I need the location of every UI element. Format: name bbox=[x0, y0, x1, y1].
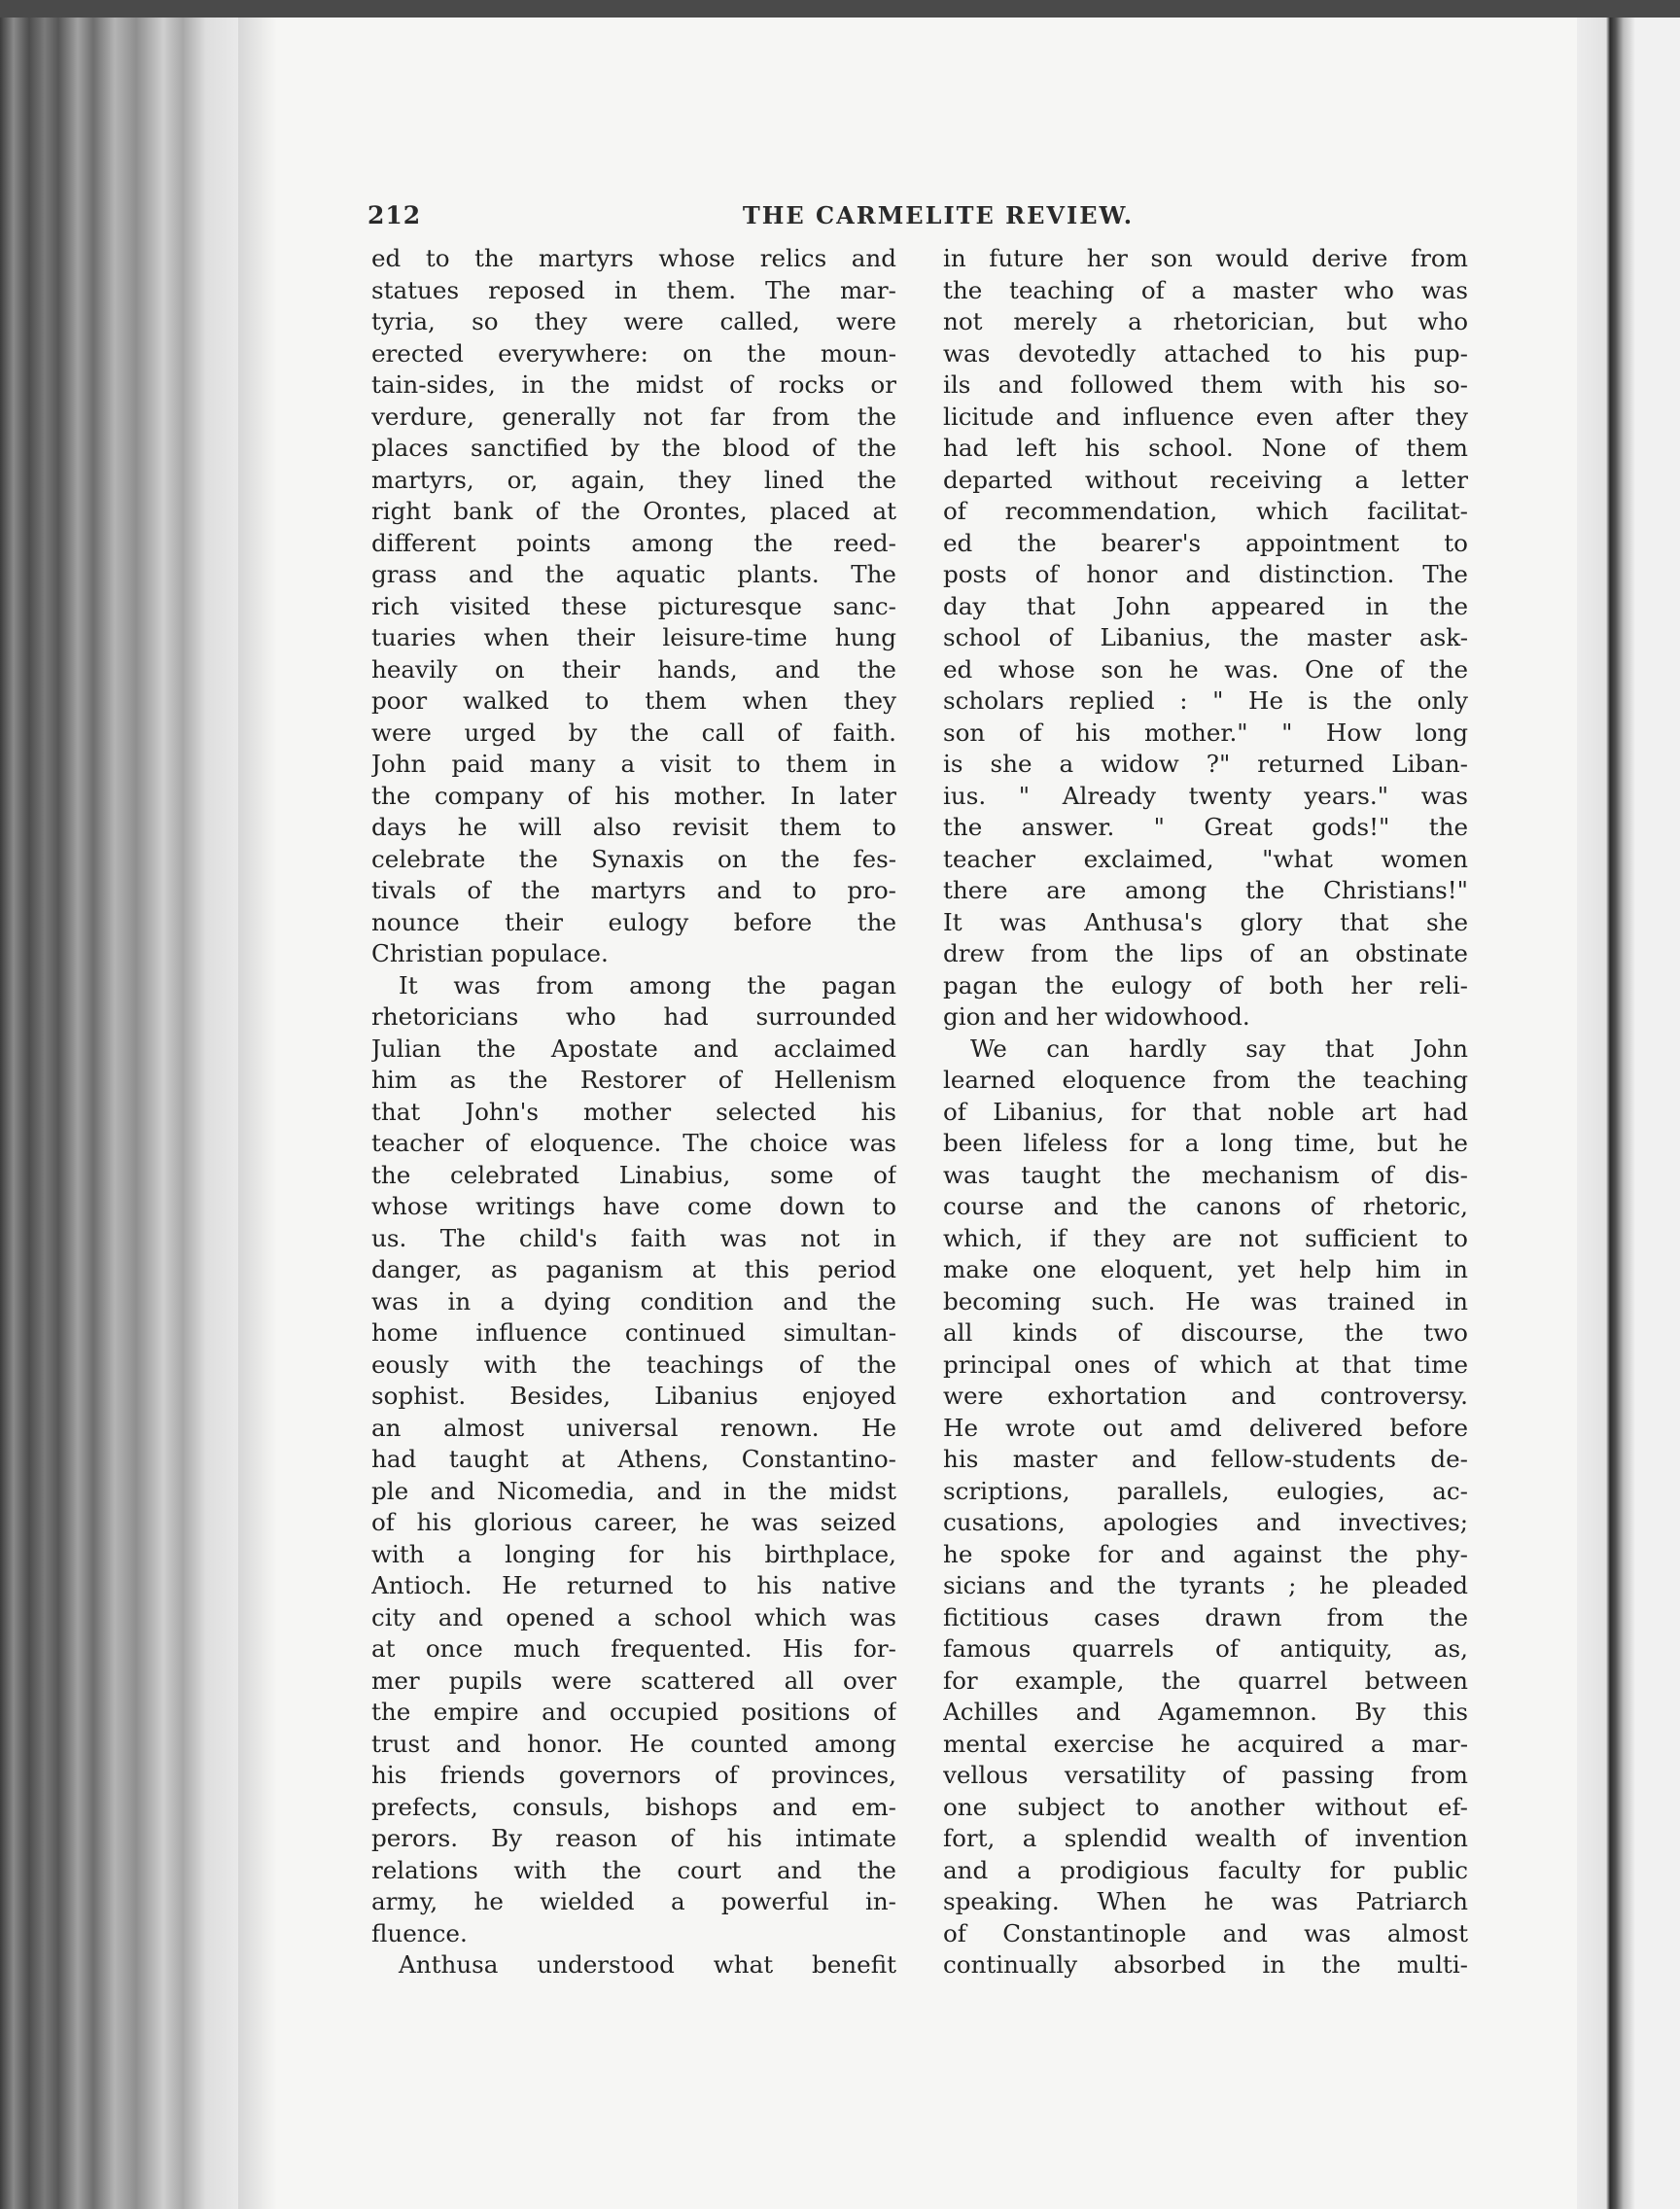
text-line: heavily on their hands, and the bbox=[371, 654, 896, 684]
text-line: had left his school. None of them bbox=[943, 434, 1468, 462]
text-line: ple and Nicomedia, and in the midst bbox=[371, 1476, 896, 1505]
text-line: ed the bearer's appointment to bbox=[943, 528, 1468, 557]
text-line: drew from the lips of an obstinate bbox=[943, 939, 1468, 967]
text-line: son of his mother." " How long bbox=[943, 718, 1468, 747]
text-line: ils and followed them with his so- bbox=[943, 370, 1468, 399]
text-line: was taught the mechanism of dis- bbox=[943, 1160, 1468, 1189]
journal-title: THE CARMELITE REVIEW. bbox=[742, 201, 1135, 229]
text-line: for example, the quarrel between bbox=[943, 1666, 1468, 1695]
text-line: He wrote out amd delivered before bbox=[943, 1413, 1468, 1442]
text-line: gion and her widowhood. bbox=[943, 1002, 1250, 1031]
text-line: prefects, consuls, bishops and em- bbox=[371, 1792, 896, 1821]
text-line: were exhortation and controversy. bbox=[943, 1382, 1468, 1410]
scanner-border bbox=[0, 0, 1680, 18]
text-line: days he will also revisit them to bbox=[371, 813, 896, 841]
text-line: army, he wielded a powerful in- bbox=[371, 1887, 896, 1915]
running-head bbox=[360, 190, 1478, 238]
text-line: famous quarrels of antiquity, as, bbox=[943, 1634, 1468, 1663]
text-line: celebrate the Synaxis on the fes- bbox=[371, 844, 896, 873]
text-line: school of Libanius, the master ask- bbox=[943, 623, 1468, 651]
text-line: places sanctified by the blood of the bbox=[371, 434, 896, 462]
book-page-edges bbox=[0, 18, 238, 2209]
text-line: eously with the teachings of the bbox=[371, 1350, 896, 1379]
text-line: not merely a rhetorician, but who bbox=[943, 307, 1468, 335]
text-line: tain-sides, in the midst of rocks or bbox=[371, 370, 896, 399]
text-line: We can hardly say that John bbox=[970, 1034, 1468, 1063]
text-line: pagan the eulogy of both her reli- bbox=[943, 970, 1468, 999]
text-line: there are among the Christians!" bbox=[943, 876, 1468, 904]
text-line: right bank of the Orontes, placed at bbox=[371, 497, 896, 525]
text-line: the answer. " Great gods!" the bbox=[943, 813, 1468, 841]
text-line: tyria, so they were called, were bbox=[371, 307, 896, 335]
text-line: make one eloquent, yet help him in bbox=[943, 1255, 1468, 1283]
text-line: sicians and the tyrants ; he pleaded bbox=[943, 1571, 1468, 1599]
text-line: course and the canons of rhetoric, bbox=[943, 1192, 1468, 1220]
text-line: posts of honor and distinction. The bbox=[943, 560, 1468, 588]
text-line: speaking. When he was Patriarch bbox=[943, 1887, 1468, 1915]
text-line: of his glorious career, he was seized bbox=[371, 1508, 896, 1536]
text-line: which, if they are not sufficient to bbox=[943, 1223, 1468, 1252]
text-line: grass and the aquatic plants. The bbox=[371, 560, 896, 588]
text-line: ed whose son he was. One of the bbox=[943, 654, 1468, 684]
text-line: Julian the Apostate and acclaimed bbox=[371, 1034, 896, 1063]
text-line: had taught at Athens, Constantino- bbox=[371, 1445, 896, 1473]
text-line: martyrs, or, again, they lined the bbox=[371, 465, 896, 494]
text-line: he spoke for and against the phy- bbox=[943, 1539, 1468, 1568]
text-line: licitude and influence even after they bbox=[943, 402, 1468, 431]
gutter-shadow bbox=[238, 18, 277, 2209]
text-line: erected everywhere: on the moun- bbox=[371, 338, 896, 368]
text-line: rhetoricians who had surrounded bbox=[371, 1002, 896, 1031]
text-line: teacher of eloquence. The choice was bbox=[371, 1129, 896, 1157]
text-line: whose writings have come down to bbox=[371, 1192, 896, 1220]
text-line: and a prodigious faculty for public bbox=[943, 1855, 1468, 1884]
text-line: home influence continued simultan- bbox=[371, 1318, 896, 1347]
text-line: fort, a splendid wealth of invention bbox=[943, 1824, 1468, 1852]
text-line: scholars replied : " He is the only bbox=[943, 686, 1468, 715]
text-line: was in a dying condition and the bbox=[371, 1286, 896, 1315]
text-line: tuaries when their leisure-time hung bbox=[371, 623, 896, 651]
text-line: scriptions, parallels, eulogies, ac- bbox=[943, 1476, 1468, 1505]
text-line: of Constantinople and was almost bbox=[943, 1918, 1468, 1947]
text-line: him as the Restorer of Hellenism bbox=[371, 1066, 896, 1094]
text-line: verdure, generally not far from the bbox=[371, 402, 896, 431]
text-line: the teaching of a master who was bbox=[943, 275, 1468, 304]
text-line: city and opened a school which was bbox=[371, 1602, 896, 1631]
text-line: danger, as paganism at this period bbox=[371, 1255, 896, 1283]
left-text-column bbox=[371, 243, 896, 1981]
text-line: one subject to another without ef- bbox=[943, 1792, 1468, 1821]
text-line: is she a widow ?" returned Liban- bbox=[943, 750, 1468, 778]
page-number: 212 bbox=[368, 201, 422, 229]
text-line: us. The child's faith was not in bbox=[371, 1223, 896, 1252]
text-line: the empire and occupied positions of bbox=[371, 1698, 896, 1726]
text-line: an almost universal renown. He bbox=[371, 1413, 896, 1442]
text-line: his friends governors of provinces, bbox=[371, 1761, 896, 1789]
text-line: continually absorbed in the multi- bbox=[943, 1950, 1468, 1979]
text-line: Anthusa understood what benefit bbox=[399, 1950, 896, 1979]
text-line: principal ones of which at that time bbox=[943, 1350, 1468, 1379]
text-line: mer pupils were scattered all over bbox=[371, 1666, 896, 1695]
text-line: It was from among the pagan bbox=[399, 970, 896, 999]
text-line: becoming such. He was trained in bbox=[943, 1286, 1468, 1315]
text-line: in future her son would derive from bbox=[943, 244, 1468, 272]
text-line: John paid many a visit to them in bbox=[371, 750, 896, 778]
text-line: the celebrated Linabius, some of bbox=[371, 1160, 896, 1189]
text-line: nounce their eulogy before the bbox=[371, 907, 896, 936]
text-line: cusations, apologies and invectives; bbox=[943, 1508, 1468, 1536]
text-line: that John's mother selected his bbox=[371, 1097, 896, 1126]
text-line: ed to the martyrs whose relics and bbox=[371, 244, 896, 272]
facing-page-edge bbox=[1577, 18, 1680, 2209]
text-line: departed without receiving a letter bbox=[943, 465, 1468, 494]
text-line: were urged by the call of faith. bbox=[371, 718, 896, 747]
text-line: at once much frequented. His for- bbox=[371, 1634, 896, 1663]
text-line: poor walked to them when they bbox=[371, 686, 896, 715]
text-line: vellous versatility of passing from bbox=[943, 1761, 1468, 1789]
text-line: Achilles and Agamemnon. By this bbox=[943, 1698, 1468, 1726]
text-line: It was Anthusa's glory that she bbox=[943, 907, 1468, 936]
text-line: of Libanius, for that noble art had bbox=[943, 1097, 1468, 1126]
text-line: statues reposed in them. The mar- bbox=[371, 275, 896, 304]
right-text-column bbox=[943, 243, 1468, 1981]
text-line: of recommendation, which facilitat- bbox=[943, 497, 1468, 525]
text-line: all kinds of discourse, the two bbox=[943, 1318, 1468, 1347]
text-line: been lifeless for a long time, but he bbox=[943, 1129, 1468, 1157]
text-line: learned eloquence from the teaching bbox=[943, 1066, 1468, 1094]
text-line: teacher exclaimed, "what women bbox=[943, 844, 1468, 873]
book-page bbox=[360, 190, 1478, 1988]
text-line: Christian populace. bbox=[371, 939, 609, 967]
text-line: rich visited these picturesque sanc- bbox=[371, 591, 896, 620]
text-line: fluence. bbox=[371, 1918, 468, 1947]
text-line: was devotedly attached to his pup- bbox=[943, 338, 1468, 368]
text-line: ius. " Already twenty years." was bbox=[943, 781, 1468, 810]
text-line: perors. By reason of his intimate bbox=[371, 1824, 896, 1852]
text-line: Antioch. He returned to his native bbox=[371, 1571, 896, 1599]
text-line: different points among the reed- bbox=[371, 528, 896, 557]
text-line: his master and fellow-students de- bbox=[943, 1445, 1468, 1473]
text-line: trust and honor. He counted among bbox=[371, 1729, 896, 1758]
text-line: day that John appeared in the bbox=[943, 591, 1468, 620]
text-line: sophist. Besides, Libanius enjoyed bbox=[371, 1382, 896, 1410]
text-line: fictitious cases drawn from the bbox=[943, 1602, 1468, 1631]
text-line: with a longing for his birthplace, bbox=[371, 1539, 896, 1568]
text-line: relations with the court and the bbox=[371, 1855, 896, 1884]
text-line: tivals of the martyrs and to pro- bbox=[371, 876, 896, 904]
text-line: the company of his mother. In later bbox=[371, 781, 896, 810]
text-line: mental exercise he acquired a mar- bbox=[943, 1729, 1468, 1758]
